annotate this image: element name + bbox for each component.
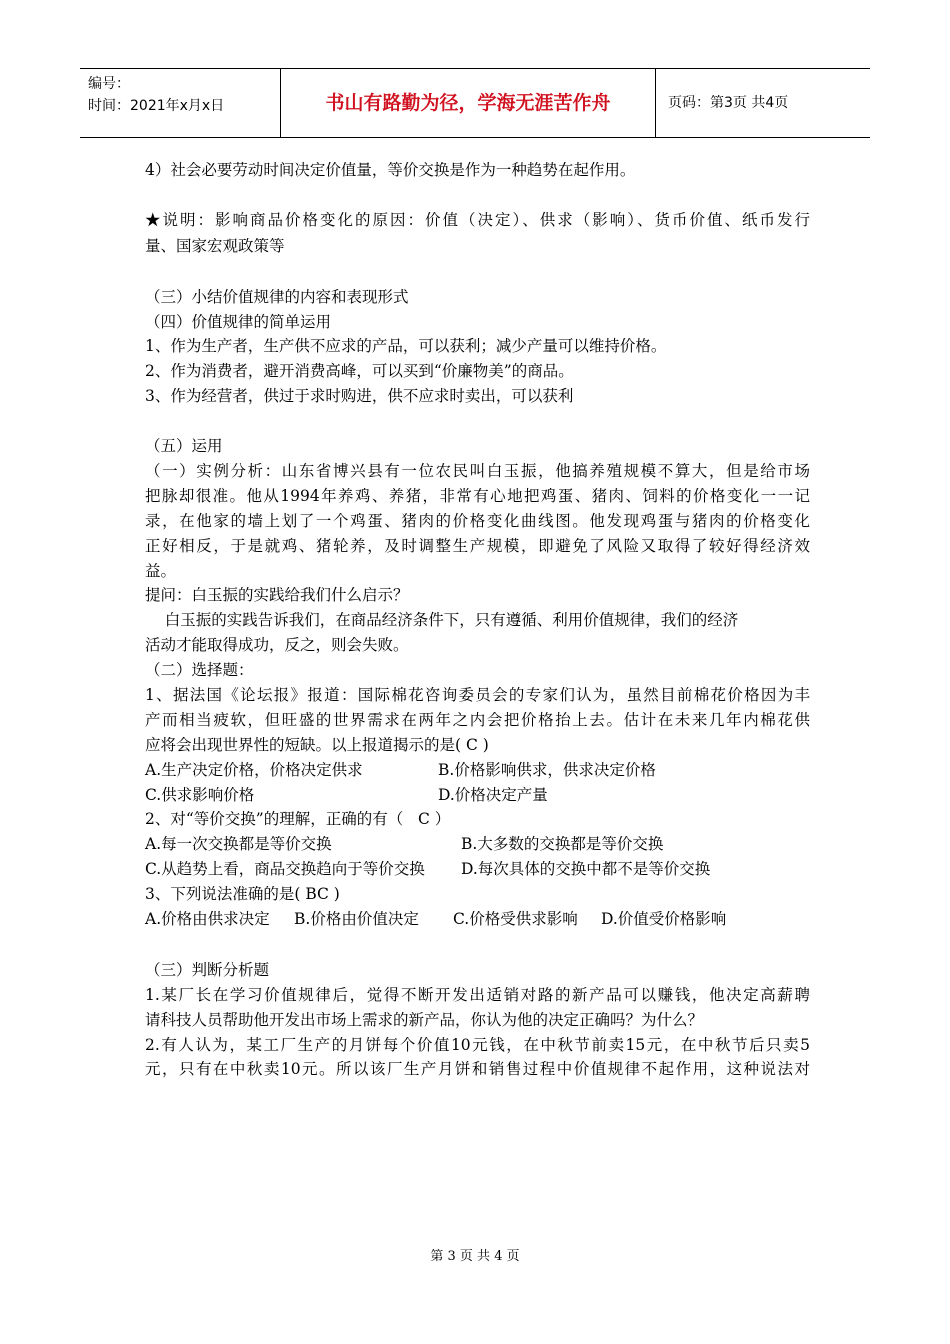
question-1-line-1: 1、据法国《论坛报》报道：国际棉花咨询委员会的专家们认为，虽然目前棉花价格因为丰 bbox=[145, 686, 810, 704]
choice-section-title: （二）选择题： bbox=[145, 661, 254, 679]
document-number-label: 编号： bbox=[88, 76, 130, 92]
question-2-option-b: B.大多数的交换都是等价交换 bbox=[461, 835, 664, 853]
question-2-option-a: A.每一次交换都是等价交换 bbox=[145, 835, 332, 853]
question-3-option-d: D.价值受价格影响 bbox=[601, 910, 727, 928]
question-1-option-a: A.生产决定价格，价格决定供求 bbox=[145, 761, 363, 779]
usage-item-2: 2、作为消费者，避开消费高峰，可以买到“价廉物美”的商品。 bbox=[145, 362, 574, 380]
question-prompt: 提问：白玉振的实践给我们什么启示？ bbox=[145, 586, 409, 604]
answer-line-2: 活动才能取得成功，反之，则会失败。 bbox=[145, 636, 409, 654]
question-3: 3、下列说法准确的是( BC ) bbox=[145, 885, 340, 903]
question-1-line-3: 应将会出现世界性的短缺。以上报道揭示的是( C ) bbox=[145, 736, 489, 754]
question-3-option-c: C.价格受供求影响 bbox=[453, 910, 578, 928]
document-date-label: 时间：2021年x月x日 bbox=[88, 98, 225, 114]
question-1-option-b: B.价格影响供求，供求决定价格 bbox=[438, 761, 656, 779]
usage-item-3: 3、作为经营者，供过于求时购进，供不应求时卖出，可以获利 bbox=[145, 387, 574, 405]
note-line-1: ★说明：影响商品价格变化的原因：价值（决定）、供求（影响）、货币价值、纸币发行 bbox=[145, 211, 810, 229]
header-motto: 书山有路勤为径，学海无涯苦作舟 bbox=[280, 69, 656, 137]
question-3-option-a: A.价格由供求决定 bbox=[145, 910, 270, 928]
question-3-option-b: B.价格由价值决定 bbox=[294, 910, 419, 928]
section-heading-4: （四）价值规律的简单运用 bbox=[145, 313, 332, 331]
header-page-number: 页码：第3页 共4页 bbox=[668, 95, 789, 111]
question-1-option-c: C.供求影响价格 bbox=[145, 786, 255, 804]
paragraph-point-4: 4）社会必要劳动时间决定价值量，等价交换是作为一种趋势在起作用。 bbox=[145, 161, 636, 179]
judge-1-line-2: 请科技人员帮助他开发出市场上需求的新产品，你认为他的决定正确吗？为什么？ bbox=[145, 1011, 704, 1029]
header-info bbox=[80, 69, 280, 137]
note-line-2: 量、国家宏观政策等 bbox=[145, 237, 285, 255]
usage-item-1: 1、作为生产者，生产供不应求的产品，可以获利；减少产量可以维持价格。 bbox=[145, 337, 667, 355]
case-line-1: （一）实例分析：山东省博兴县有一位农民叫白玉振，他搞养殖规模不算大，但是给市场 bbox=[145, 462, 810, 480]
section-heading-5: （五）运用 bbox=[145, 437, 223, 455]
question-2-option-c: C.从趋势上看，商品交换趋向于等价交换 bbox=[145, 860, 425, 878]
case-line-3: 录，在他家的墙上划了一个鸡蛋、猪肉的价格变化曲线图。他发现鸡蛋与猪肉的价格变化 bbox=[145, 512, 810, 530]
judge-section-title: （三）判断分析题 bbox=[145, 961, 270, 979]
case-line-5: 益。 bbox=[145, 562, 177, 580]
judge-1-line-1: 1.某厂长在学习价值规律后，觉得不断开发出适销对路的新产品可以赚钱，他决定高薪聘 bbox=[145, 986, 810, 1004]
question-2: 2、对“等价交换”的理解，正确的有（ C ） bbox=[145, 810, 451, 828]
question-2-option-d: D.每次具体的交换中都不是等价交换 bbox=[461, 860, 711, 878]
page-header bbox=[80, 68, 870, 138]
question-1-option-d: D.价格决定产量 bbox=[438, 786, 548, 804]
case-line-4: 正好相反，于是就鸡、猪轮养，及时调整生产规模，即避免了风险又取得了较好得经济效 bbox=[145, 537, 810, 555]
case-line-2: 把脉却很准。他从1994年养鸡、养猪，非常有心地把鸡蛋、猪肉、饲料的价格变化一一记 bbox=[145, 487, 810, 505]
answer-line-1: 白玉振的实践告诉我们，在商品经济条件下，只有遵循、利用价值规律，我们的经济 bbox=[145, 611, 739, 629]
section-heading-3: （三）小结价值规律的内容和表现形式 bbox=[145, 288, 409, 306]
judge-2-line-2: 元，只有在中秋卖10元。所以该厂生产月饼和销售过程中价值规律不起作用，这种说法对 bbox=[145, 1060, 810, 1078]
judge-2-line-1: 2.有人认为，某工厂生产的月饼每个价值10元钱，在中秋节前卖15元，在中秋节后只卖5 bbox=[145, 1036, 810, 1054]
question-1-line-2: 产而相当疲软，但旺盛的世界需求在两年之内会把价格抬上去。估计在未来几年内棉花供 bbox=[145, 711, 810, 729]
page-footer: 第 3 页 共 4 页 bbox=[430, 1249, 520, 1264]
